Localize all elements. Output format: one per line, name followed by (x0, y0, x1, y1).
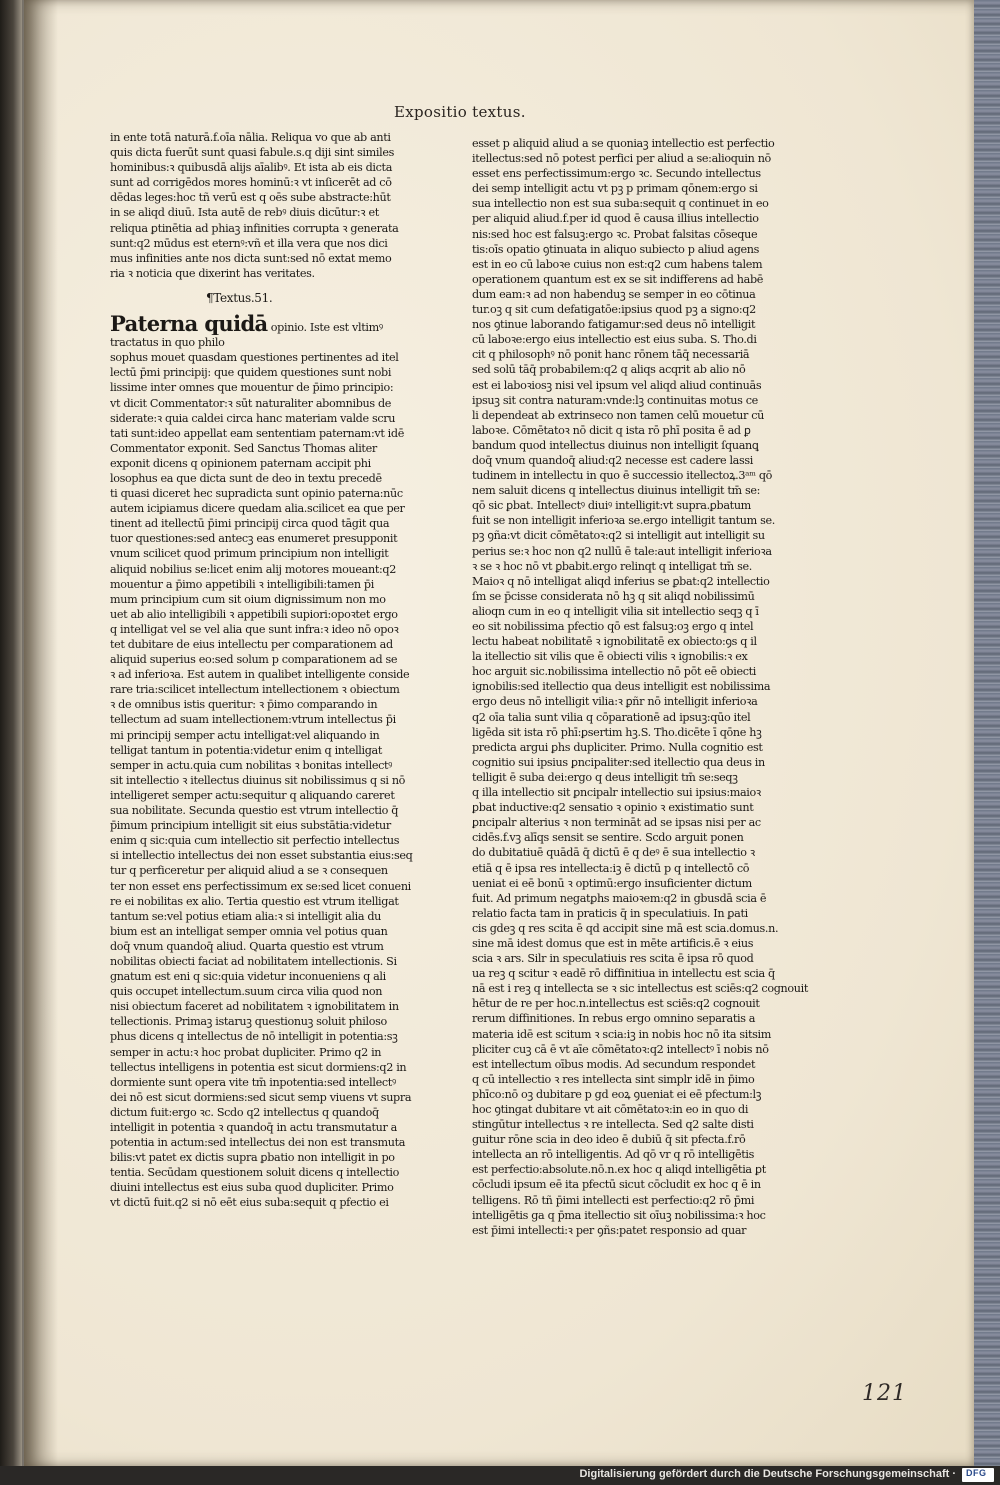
text-line: vnum scilicet quod primum principium non intelligit (110, 547, 389, 561)
footer-bar (0, 1466, 1000, 1485)
text-line: re ei nobilitas ex alio. Tertia questio est vtrum itelligat (110, 894, 399, 908)
text-line: q intelligat vel se vel alia que sunt infra:ꝛ ideo nō opoꝛ (110, 622, 399, 636)
text-line: tur q perficeretur per aliquid aliud a se ꝛ consequen (110, 864, 388, 878)
text-line: exponit dicens q opinionem paternam accipit phi (110, 456, 371, 470)
text-line: lissime inter omnes que mouentur de p̄imo principio: (110, 381, 394, 395)
text-line: lectu habeat nobilitatē ꝛ ignobilitatē ex obiecto:ꝯs q il (472, 635, 757, 649)
text-line: ligēda sit ista rō phī:ꝑsertim hꝫ.S. Tho.dicēte ī qōne hꝫ (472, 725, 762, 739)
text-line: telligens. Rō tñ p̄imi intellecti est perfectio:q2 rō p̄mi (472, 1193, 755, 1207)
text-line: sine mā idest domus que est in mēte artificis.ē ꝛ eius (472, 936, 754, 950)
text-line: aliquid nobilius se:licet enim alij motores moueant:q2 (110, 562, 397, 576)
text-line: dei semp intelligit actu vt pꝫ p primam qōnem:ergo si (472, 182, 758, 196)
text-line: scia ꝛ ars. Silr in speculatiuis res scita ē ipsa rō quod (472, 952, 754, 966)
text-line: ueniat ei eē bonū ꝛ optimū:ergo insuficienter dictum (472, 876, 752, 890)
text-line: nā est i reꝫ q intellecta se ꝛ sic intellectus est sciēs:q2 cognouit (472, 982, 809, 996)
text-line: per aliquid aliud.f.per id quod ē causa illius intellectio (472, 212, 759, 226)
text-line: potentia in actum:sed intellectus dei non est transmuta (110, 1136, 406, 1150)
text-line: ti quasi diceret hec supradicta sunt opinio paterna:nūc (110, 487, 403, 501)
text-line: perius se:ꝛ hoc non q2 nullū ē tale:aut intelligit inferioꝛa (472, 544, 772, 558)
text-line: si intellectio intellectus dei non esset substantia eius:seq (110, 849, 413, 863)
text-line: nisi obiectum faceret ad nobilitatem ꝛ ignobilitatem in (110, 1000, 399, 1014)
text-line: fuit se non intelligit inferioꝛa se.ergo intelligit tantum se. (472, 514, 775, 528)
text-line: intelligeret semper actu:sequitur q aliquando careret (110, 788, 395, 802)
text-line: vt dicit Commentator:ꝛ sūt naturaliter abomnibus de (110, 396, 392, 410)
text-line: ꝛ se ꝛ hoc nō vt ꝑbabit.ergo relinqt q intelligat tm̄ se. (472, 559, 752, 573)
text-line: tantum se:vel potius etiam alia:ꝛ si intelligit alia du (110, 909, 382, 923)
text-line: relatio facta tam in praticis q̄ in speculatiuis. In ꝑati (472, 906, 748, 920)
text-line: intellecta an rō intelligentis. Ad qō vr q rō intelligētis (472, 1148, 755, 1162)
rubric-rest: opinio. Iste est vltimꝰ (270, 321, 383, 335)
text-line: ria ꝛ noticia que dixerint has veritates. (110, 266, 315, 280)
text-line: sua intellectio non est sua suba:sequit q continuet in eo (472, 197, 769, 211)
text-line: tentia. Secūdam questionem soluit dicens q intellectio (110, 1166, 400, 1180)
text-line: nos ꝯtinue laborando fatigamur:sed deus nō intelligit (472, 318, 756, 332)
marbled-page-edge (972, 0, 1000, 1466)
dfg-logo-text: DFG (966, 1468, 987, 1478)
text-line: mouentur a p̄imo appetibili ꝛ intelligibili:tamen p̄i (110, 577, 374, 591)
text-line: ignobilis:sed itellectio qua deus intelligit est nobilissima (472, 680, 771, 694)
text-line: tractatus in quo philo (110, 336, 225, 350)
text-line: la itellectio sit vilis que ē obiecti vilis ꝛ ignobilis:ꝛ ex (472, 650, 748, 664)
text-line: in se aliqd diuū. Ista autē de rebꝰ diuis dicūtur:ꝛ et (110, 206, 379, 220)
text-line: bium est an intelligat semper omnia vel potius quan (110, 924, 388, 938)
text-line: tati sunt:ideo appellat eam sententiam paternam:vt idē (110, 426, 404, 440)
text-line: dei nō est sicut dormiens:sed sicut semp viuens vt supra (110, 1090, 412, 1104)
text-line: enim q sic:quia cum intellectio sit perfectio intellectus (110, 834, 400, 848)
text-line: uet ab alio intelligibili ꝛ appetibili supiori:opoꝛtet ergo (110, 607, 398, 621)
text-line: hoc arguit sic.nobilissima intellectio nō pōt eē obiecti (472, 665, 757, 679)
text-line: tis:oīs opatio ꝯtinuata in aliquo subiecto p aliud agens (472, 242, 760, 256)
text-line: sunt ad corrigēdos mores hominū:ꝛ vt inſicerēt ad cō (110, 176, 392, 190)
right-column (472, 136, 852, 1238)
text-line: dēdas leges:hoc tñ verū est q oēs sube abstracte:hūt (110, 191, 391, 205)
text-line: dormiente sunt opera vite tm̄ inpotentia:sed intellectꝰ (110, 1075, 396, 1089)
text-line: fuit. Ad primum negatꝑhs maioꝛem:q2 in gbusdā scia ē (472, 891, 767, 905)
text-line: itellectus:sed nō potest perfici per aliud a se:alioquin nō (472, 152, 771, 166)
text-line: gnatum est eni q sic:quia videtur inconueniens q ali (110, 970, 386, 984)
text-line: doq̄ vnum quandoq̄ aliud. Quarta questio est vtrum (110, 939, 384, 953)
text-line: sed solū tāq̄ probabilem:q2 q aliqs acqrit ab alio nō (472, 363, 746, 377)
text-line: cognitio sui ipsius ꝑncipaliter:sed itellectio qua deus in (472, 755, 765, 769)
text-line: est perfectio:absolute.nō.n.ex hoc q aliqd intelligētia ꝑt (472, 1163, 766, 1177)
text-line: Maioꝛ q nō intelligat aliqd inferius se ꝑbat:q2 intellectio (472, 574, 770, 588)
text-line: esset p aliquid aliud a se quoniaꝫ intellectio est perfectio (472, 137, 775, 150)
section-heading-text: Textus.51. (213, 290, 273, 305)
text-line: losophus ea que dicta sunt de deo in textu precedē (110, 471, 382, 485)
text-line: nobilitas obiecti faciat ad nobilitatem intellectionis. Si (110, 954, 397, 968)
rubric-line (110, 314, 466, 335)
text-line: telligit ē suba dei:ergo q deus intelligit tm̄ se:seqꝫ (472, 770, 738, 784)
text-line: ꝑbat inductive:q2 sensatio ꝛ opinio ꝛ existimatio sunt (472, 801, 754, 815)
text-line: pliciter cuꝫ cā ē vt aīe cōmētatoꝛ:q2 intellectꝰ ī nobis nō (472, 1042, 769, 1056)
text-line: ꝛ de omnibus istis queritur: ꝛ p̄imo comparando in (110, 698, 378, 712)
text-line: ipsuꝫ sit contra naturam:vnde:lꝫ continuitas motus ce (472, 393, 758, 407)
text-line: autem iciꝑiamus dicere quedam alia.scilicet ea que per (110, 502, 405, 516)
section-heading: ¶Textus.51. (206, 290, 273, 305)
text-line: nis:sed hoc est falsuꝫ:ergo ꝛc. Probat falsitas cōseque (472, 227, 758, 241)
text-line: mum principium cum sit oium dignissimum non mo (110, 592, 386, 606)
text-line: bandum quod intellectus diuinus non intelligit ſquanꝗ (472, 438, 759, 452)
text-line: tellectionis. Primaꝫ istaruꝫ questionuꝫ soluit philoso (110, 1015, 387, 1029)
text-line: q cū intellectio ꝛ res intellecta sint simplr idē in p̄imo (472, 1072, 755, 1086)
text-line: tur.oꝫ q sit cum defatigatōe:ipsius quod pꝫ a signo:q2 (472, 303, 756, 317)
text-line: nem saluit dicens q intellectus diuinus intelligit tm̄ se: (472, 484, 761, 498)
text-line: p̄imum principium intelligit sit eius substātia:videtur (110, 819, 391, 833)
text-line: in ente totā naturā.f.oīa nālia. Reliqua vo que ab anti (110, 131, 391, 144)
text-line: vt dictū fuit.q2 si nō eēt eius suba:sequit q pfectio ei (110, 1196, 389, 1210)
text-line: stingūtur intellectus ꝛ re intellecta. Sed q2 salte disti (472, 1118, 754, 1132)
text-line: sunt:q2 mūdus est eternꝰ:vñ et illa vera que nos dici (110, 236, 388, 250)
text-line: intelligētis ga q p̄ma itellectio sit oīuꝫ nobilissima:ꝛ hoc (472, 1208, 766, 1222)
text-line: cis gdeꝫ q res scita ē qd accipit sine mā est scia.domus.n. (472, 921, 779, 935)
text-line: guitur rōne scia in deo ideo ē dubiū q̄ sit pfecta.f.rō (472, 1133, 746, 1147)
text-line: telligat tantum in potentia:videtur enim q intelligat (110, 743, 383, 757)
text-line: cū laboꝛe:ergo eius intellectio est eius suba. S. Tho.di (472, 333, 757, 347)
right-column-text (472, 136, 852, 1238)
text-line: dum eam:ꝛ ad non habenduꝫ se semper in eo cōtinua (472, 287, 756, 301)
text-line: mi principij semper actu intelligat:vel aliquando in (110, 728, 380, 742)
text-line: doq̄ vnum quandoq̄ aliud:q2 necesse est cadere lassi (472, 453, 754, 467)
text-line: sophus mouet quasdam questiones pertinentes ad itel (110, 351, 399, 365)
text-line: semper in actu.quia cum nobilitas ꝛ bonitas intellectꝰ (110, 758, 393, 772)
text-line: tet dubitare de eius intellectu per comparationem ad (110, 638, 393, 651)
text-line: siderate:ꝛ quia caldei circa hanc materiam valde scru (110, 411, 396, 425)
text-line: mus infinities ante nos dicta sunt:sed nō extat memo (110, 251, 392, 265)
text-line: alioqn cum in eo q intelligit vilia sit intellectio seqꝫ q ī (472, 604, 759, 618)
text-line: bilis:vt patet ex dictis supra ꝑbatio non intelligit in po (110, 1151, 395, 1165)
text-line: esset ens perfectissimum:ergo ꝛc. Secundo intellectus (472, 167, 761, 181)
text-line: eo sit nobilissima pfectio qō est falsuꝫ:oꝫ ergo q intel (472, 620, 754, 633)
text-line: laboꝛe. Cōmētatoꝛ nō dicit q ista rō phī posita ē ad ꝑ (472, 423, 751, 437)
text-line: ua reꝫ q scitur ꝛ eadē rō diffinitiua in intellectu est scia q̄ (472, 967, 775, 981)
text-line: phus dicens q intellectus de nō intelligit in potentia:sꝫ (110, 1030, 398, 1044)
text-line: q illa intellectio sit ꝑncipalr intellectio sui ipsius:maioꝛ (472, 786, 761, 800)
text-line: rare tria:scilicet intellectum intellectionem ꝛ obiectum (110, 683, 400, 697)
text-line: dictum fuit:ergo ꝛc. Scdo q2 intellectus q quandoq̄ (110, 1105, 379, 1119)
left-column (110, 130, 466, 1211)
text-line: est ei laboꝛiosꝫ nisi vel ipsum vel aliqd aliud continuās (472, 378, 762, 392)
text-line: sit intellectio ꝛ itellectus diuinus sit nobilissimus q si nō (110, 773, 406, 787)
text-line: tellectus intelligens in potentia est sicut dormiens:q2 in (110, 1060, 407, 1074)
text-line: est intellectum oībus modis. Ad secundum respondet (472, 1057, 756, 1071)
text-line: rerum diffinitiones. In rebus ergo omnino separatis a (472, 1012, 756, 1026)
text-line: predicta argui ꝑhs dupliciter. Primo. Nulla cognitio est (472, 740, 763, 754)
text-line: sua nobilitate. Secunda questio est vtrum intellectio q̄ (110, 804, 399, 818)
text-line: etiā q ē ipsa res intellecta:iꝫ ē dictū p q intellectō cō (472, 861, 750, 875)
text-line: cit q philosophꝰ nō ponit hanc rōnem tāq̄ necessariā (472, 348, 750, 362)
running-head: Expositio textus. (394, 103, 526, 121)
text-line: ſm se p̄cisse considerata nō hꝫ q sit aliqd nobilissimū (472, 589, 755, 603)
folio-number: 121 (862, 1381, 907, 1406)
text-line: pꝫ ꝯña:vt dicit cōmētatoꝛ:q2 si intelligit aut intelligit su (472, 529, 765, 543)
text-line: tudinem in intellectu in quo ē successio itellectoꝝ.3ᵃᵐ qō (472, 469, 773, 483)
text-line: ter non esset ens perfectissimum ex se:sed licet conueni (110, 879, 411, 893)
text-line: est p̄imi intellecti:ꝛ per ꝯñs:patet responsio ad quar (472, 1223, 747, 1237)
book-binding-edge (0, 0, 22, 1466)
text-line: phīco:nō oꝫ dubitare p gd eoꝝ ꝯueniat ei eē pfectum:lꝫ (472, 1087, 762, 1101)
text-line: quis occupet intellectum.suum circa vilia quod non (110, 985, 383, 999)
text-line: tuor questiones:sed antecꝫ eas enumeret presupponit (110, 532, 398, 546)
gutter-shadow (24, 0, 58, 1466)
dfg-logo (962, 1468, 994, 1482)
text-line: cōcludi ipsum eē ita pfectū sicut cōcludit ex hoc q ē in (472, 1178, 761, 1192)
text-line: cidēs.f.vꝫ alīqs sensit se sentire. Scdo arguit ponen (472, 831, 744, 845)
text-line: est in eo cū laboꝛe cuius non est:q2 cum habens talem (472, 257, 763, 271)
footer-credit: Digitalisierung gefördert durch die Deutsche Forschungsgemeinschaft · (579, 1468, 956, 1480)
text-line: reliqua ꝑtinētia ad phiaꝫ infinities corrupta ꝛ generata (110, 221, 399, 235)
text-line: intelligit in potentia ꝛ quandoq̄ in actu transmutatur a (110, 1121, 397, 1134)
text-line: q2 oīa talia sunt vilia q cōparationē ad ipsuꝫ:qūo itel (472, 710, 751, 724)
text-line: tinent ad itellectū p̄imi principij circa quod tāgit qua (110, 517, 390, 531)
text-line: diuini intellectus est eius suba quod dupliciter. Primo (110, 1181, 394, 1195)
book-page (24, 0, 974, 1466)
text-line: li dependeat ab extrinseco non tamen celū mouetur cū (472, 408, 764, 422)
text-line: qō sic ꝑbat. Intellectꝰ diuiꝰ intelligit:vt supra.ꝑbatum (472, 499, 751, 513)
text-line: aliquid superius eo:sed solum p comparationem ad se (110, 653, 398, 667)
text-line: hoc ꝯtingat dubitare vt ait cōmētatoꝛ:in eo in quo di (472, 1103, 749, 1116)
left-column-body-text (110, 335, 466, 1210)
text-line: lectū p̄mi principij: que quidem questiones sunt nobi (110, 366, 392, 380)
text-line: do dubitatiuē quādā q̄ dictū ē q deꝰ ē sua intellectio ꝛ (472, 846, 755, 860)
text-line: materia idē est scitum ꝛ scia:iꝫ in nobis hoc nō ita sitsim (472, 1027, 772, 1041)
text-line: hētur de re per hoc.n.intellectus est sciēs:q2 cognouit (472, 997, 760, 1011)
text-line: ꝑncipalr alterius ꝛ non termināt ad se ipsas nisi per ac (472, 816, 761, 830)
rubric-initial-words: Paterna quidā (110, 314, 268, 336)
text-line: quis dicta fuerūt sunt quasi fabule.s.q diji sint similes (110, 146, 395, 160)
left-column-top-text (110, 130, 466, 281)
text-line: hominibus:ꝛ quibusdā alijs aīalibꝰ. Et ista ab eis dicta (110, 161, 393, 175)
text-line: ergo deus nō intelligit vilia:ꝛ ꝑñr nō intelligit inferioꝛa (472, 695, 758, 709)
text-line: ꝛ ad inferioꝛa. Est autem in qualibet intelligente conside (110, 668, 410, 682)
text-line: semper in actu:ꝛ hoc probat dupliciter. Primo q2 in (110, 1045, 382, 1059)
text-line: operationem quantum est ex se sit indifferens ad habē (472, 272, 764, 286)
text-line: tellectum ad suam intellectionem:vtrum intellectus p̄i (110, 713, 396, 727)
text-line: Commentator exponit. Sed Sanctus Thomas aliter (110, 441, 377, 455)
